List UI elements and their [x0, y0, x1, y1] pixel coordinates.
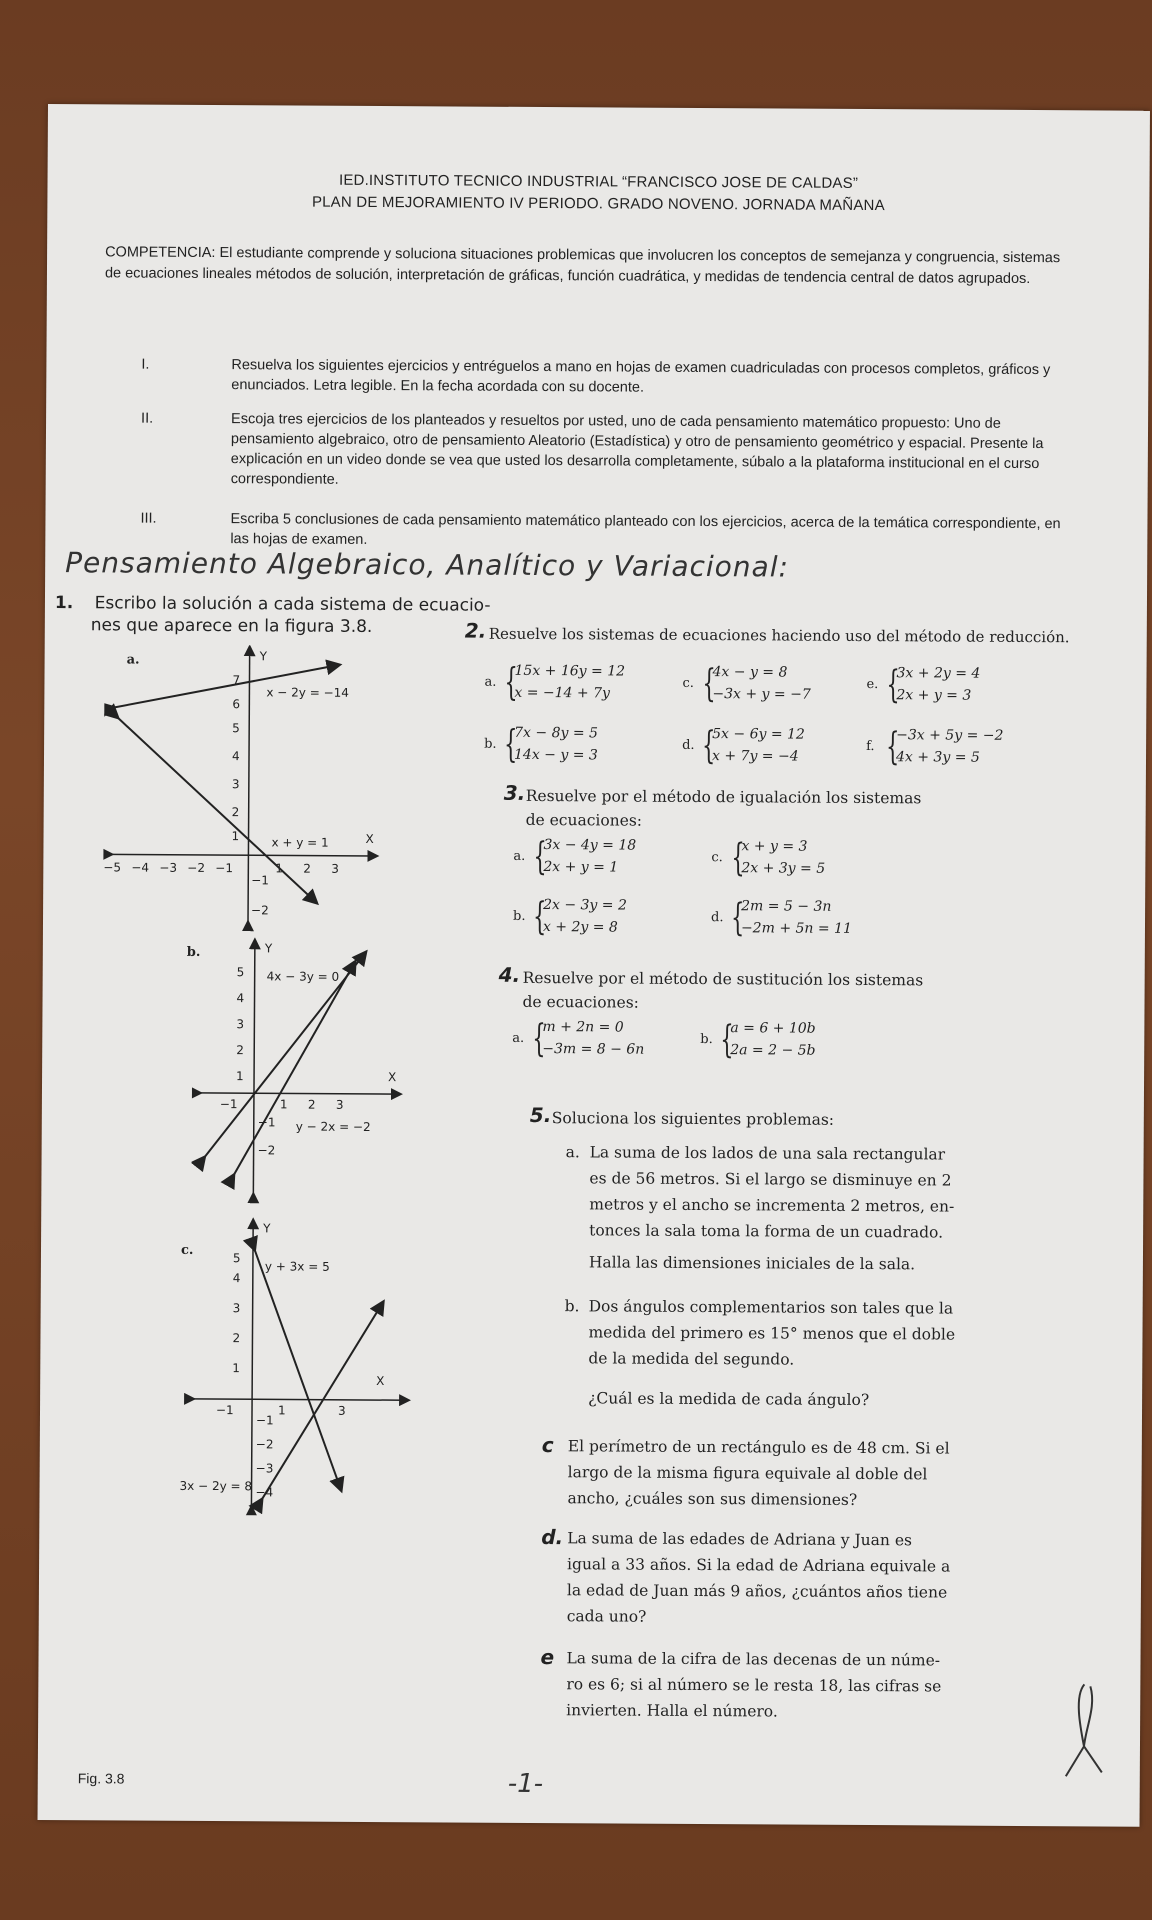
exercise4-mark: 4. — [498, 962, 521, 987]
graph-a-ytick: 2 — [231, 805, 240, 820]
graph-a-ytick: 3 — [231, 777, 240, 792]
graph-a-ytick: 7 — [232, 673, 241, 688]
graph-a-ytick: −2 — [251, 903, 269, 918]
instruction-1 — [141, 355, 1101, 401]
exercise1-number: 1. — [54, 593, 74, 614]
graph-a-svg — [103, 644, 405, 936]
graph-a-y-axis-label: Y — [259, 649, 268, 664]
header-line2: PLAN DE MEJORAMIENTO IV PERIODO. GRADO NOVENO. JORNADA MAÑANA — [311, 193, 885, 215]
graph-b-eq1: 4x − 3y = 0 — [266, 969, 340, 984]
instruction-text: Resuelva los siguientes ejercicios y entréguelos a mano en hojas de examen cuadriculadas con procesos completos, gráficos y enunciados. Letra legible. En la fecha acordada con su docente. — [231, 357, 1051, 396]
exercise3-title1: Resuelve por el método de igualación los sistemas — [525, 786, 922, 808]
instruction-number: III. — [140, 510, 157, 527]
graph-a — [103, 644, 405, 936]
graph-a-ytick: −1 — [251, 873, 270, 888]
handwritten-title: Pensamiento Algebraico, Analítico y Variacional: — [65, 546, 790, 584]
instruction-text: Escriba 5 conclusiones de cada pensamiento matemático planteado con los ejercicios, acerca de la temática correspondiente, en las hojas de examen. — [230, 511, 1061, 548]
graph-b-y-axis-label: Y — [264, 941, 273, 956]
graph-c-xtick: −1 — [215, 1403, 234, 1418]
graph-a-xtick: −4 — [131, 860, 150, 875]
instruction-number: I. — [141, 356, 150, 373]
graph-a-xtick: 3 — [331, 861, 340, 876]
graph-a-xtick: −2 — [187, 860, 206, 875]
graph-b-eq2: y − 2x = −2 — [295, 1119, 371, 1134]
instruction-text: Escoja tres ejercicios de los planteados y resueltos por usted, uno de cada pensamiento matemático propuesto: Uno de pensamiento algebraico, otro de pensamiento Aleatorio (Estadística) y otro de pensamiento geométrico y espacial. Presente la explicación en un video donde se vea que usted los desarrolla completamente, súbalo a la plataforma institucional en el curso correspondiente. — [230, 411, 1044, 488]
problem-b-text: Dos ángulos complementarios son tales que la medida del primero es 15° menos que el doble de la medida del segundo. ¿Cuál es la medida de cada ángulo? — [588, 1297, 956, 1410]
graph-a-x-axis-label: X — [365, 831, 374, 847]
graph-b-label: b. — [186, 944, 201, 960]
exercise5-title: Soluciona los siguientes problemas: — [551, 1109, 835, 1129]
graph-c-xtick: 1 — [277, 1403, 286, 1418]
exercise1-text-line2: nes que aparece en la figura 3.8. — [90, 615, 373, 637]
exercise3-title2: de ecuaciones: — [525, 810, 643, 830]
exercise5 — [526, 1102, 1100, 1788]
graph-b-xtick: 1 — [279, 1097, 288, 1112]
header-line1: IED.INSTITUTO TECNICO INDUSTRIAL “FRANCISCO JOSE DE CALDAS” — [338, 171, 859, 192]
graph-a-xtick: −5 — [103, 860, 122, 875]
graph-c-eq2: 3x − 2y = 8 — [179, 1478, 253, 1494]
exercise1 — [55, 592, 491, 639]
graph-a-xtick: 2 — [303, 861, 312, 876]
problem-e-label: e — [540, 1645, 555, 1670]
problem-e-text: La suma de la cifra de las decenas de un núme- ro es 6; si al número se le resta 18, las cifras se invierten. Halla el número. — [566, 1649, 942, 1721]
figure-caption: Fig. 3.8 — [77, 1770, 125, 1787]
graph-c-ytick: 2 — [232, 1331, 241, 1346]
graph-b-ytick: 1 — [236, 1069, 244, 1084]
graph-a-label: a. — [126, 652, 140, 668]
graph-c-ytick: 5 — [232, 1251, 241, 1266]
graph-c-ytick: 1 — [232, 1361, 240, 1376]
graph-b-ytick: 2 — [236, 1043, 244, 1058]
exercise3-mark: 3. — [503, 780, 526, 805]
graph-c — [179, 1215, 421, 1516]
graph-b-ytick: −1 — [257, 1115, 276, 1130]
graph-a-ytick: 5 — [232, 721, 240, 736]
graph-b-ytick: 3 — [236, 1017, 245, 1032]
graph-a-ytick: 6 — [232, 697, 241, 712]
graph-a-xtick: −1 — [215, 861, 234, 876]
exercise1-text-line1: Escribo la solución a cada sistema de ecuacio- — [94, 593, 491, 616]
graph-c-eq1: y + 3x = 5 — [264, 1259, 330, 1274]
graph-a-eq2: x + y = 1 — [271, 835, 329, 850]
graph-c-ytick: −2 — [255, 1437, 274, 1452]
graph-b-ytick: −2 — [257, 1143, 276, 1158]
graph-b-xtick: −1 — [219, 1097, 238, 1112]
competencia-paragraph: COMPETENCIA: El estudiante comprende y soluciona situaciones problemicas que involucren los conceptos de semejanza y congruencia, sistemas de ecuaciones lineales métodos de solución, interpretación de gráficas, función cuadrática, y medidas de tendencia central de datos agrupados. — [104, 244, 1061, 288]
problem-d-label: d. — [541, 1525, 564, 1550]
graph-a-xtick: 1 — [275, 861, 284, 876]
graph-c-ytick: −4 — [255, 1485, 274, 1500]
exercise3: 3. Resuelve por el método de igualación los sistemas de ecuaciones: a. { 3x − 4y = 18 2x + y = 1 c. { x + y = 3 2x + 3y = 5 b. { 2x − 3y = 2 x + 2y = 8 d. { 2m = 5 − 3n −2m + 5n = 11 — [503, 780, 922, 940]
graph-b-xtick: 3 — [335, 1097, 344, 1112]
graph-c-ytick: 4 — [232, 1271, 241, 1286]
graph-b-x-axis-label: X — [388, 1070, 397, 1085]
exercise5-mark: 5. — [529, 1102, 552, 1128]
graph-c-x-axis-label: X — [376, 1374, 385, 1389]
problem-d-text: La suma de las edades de Adriana y Juan es igual a 33 años. Si la edad de Adriana equivale a la edad de Juan más 9 años, ¿cuántos años tiene cada uno? — [566, 1529, 951, 1626]
graph-c-ytick: −1 — [255, 1413, 274, 1428]
exercise2-title: Resuelve los sistemas de ecuaciones haciendo uso del método de reducción. — [488, 624, 1070, 647]
graph-c-ytick: 3 — [232, 1301, 241, 1316]
problem-b-label: b. — [564, 1297, 580, 1316]
problem-a-text: La suma de los lados de una sala rectangular es de 56 metros. Si el largo se disminuye en 2 metros y el ancho se incrementa 2 metros, en- tonces la sala toma la forma de un cuadrado. Halla las dimensiones iniciales de la sala. — [588, 1143, 955, 1274]
graph-b-xtick: 2 — [307, 1097, 316, 1112]
instruction-number: II. — [141, 410, 154, 427]
instruction-2 — [141, 409, 1101, 495]
graph-b-ytick: 4 — [236, 991, 245, 1006]
problem-c-label: c — [541, 1433, 554, 1458]
graph-c-y-axis-label: Y — [263, 1221, 271, 1236]
graph-c-label: c. — [180, 1242, 194, 1258]
exercise2: 2. Resuelve los sistemas de ecuaciones haciendo uso del método de reducción. a. { 15x + 16y = 12 x = −14 + 7y c. { 4x − y = 8 −3x + y = −7 e. { 3x + 2y = 4 2x + y = 3 b. { 7x − 8y = 5 14x − y = 3 d. { 5x − 6y = 12 x + 7y = −4 f. { −3x + 5y = −2 4x + 3y = 5 — [464, 618, 1070, 769]
graph-b-ytick: 5 — [236, 965, 245, 980]
graph-a-ytick: 4 — [231, 749, 240, 764]
graph-a-ytick: 1 — [231, 829, 240, 844]
page-number: -1- — [507, 1768, 544, 1800]
problem-a-label: a. — [565, 1143, 580, 1162]
graph-a-eq1: x − 2y = −14 — [266, 685, 349, 700]
exercise4: 4. Resuelve por el método de sustitución los sistemas de ecuaciones: a. { m + 2n = 0 −3m = 8 − 6n b. { a = 6 + 10b 2a = 2 − 5b — [498, 962, 924, 1062]
graph-c-ytick: −3 — [255, 1461, 274, 1476]
problem-c-text: El perímetro de un rectángulo es de 48 cm. Si el largo de la misma figura equivale al doble del ancho, ¿cuáles son sus dimensiones? — [567, 1437, 950, 1509]
exercise4-title2: de ecuaciones: — [522, 992, 639, 1012]
graph-a-xtick: −3 — [159, 860, 178, 875]
graph-b — [186, 935, 413, 1206]
exercise2-mark: 2. — [464, 618, 487, 643]
graph-c-xtick: 3 — [337, 1403, 346, 1418]
signature-mark — [1054, 1676, 1115, 1786]
document-page — [38, 104, 1150, 1827]
exercise4-title1: Resuelve por el método de sustitución los sistemas — [522, 968, 924, 990]
